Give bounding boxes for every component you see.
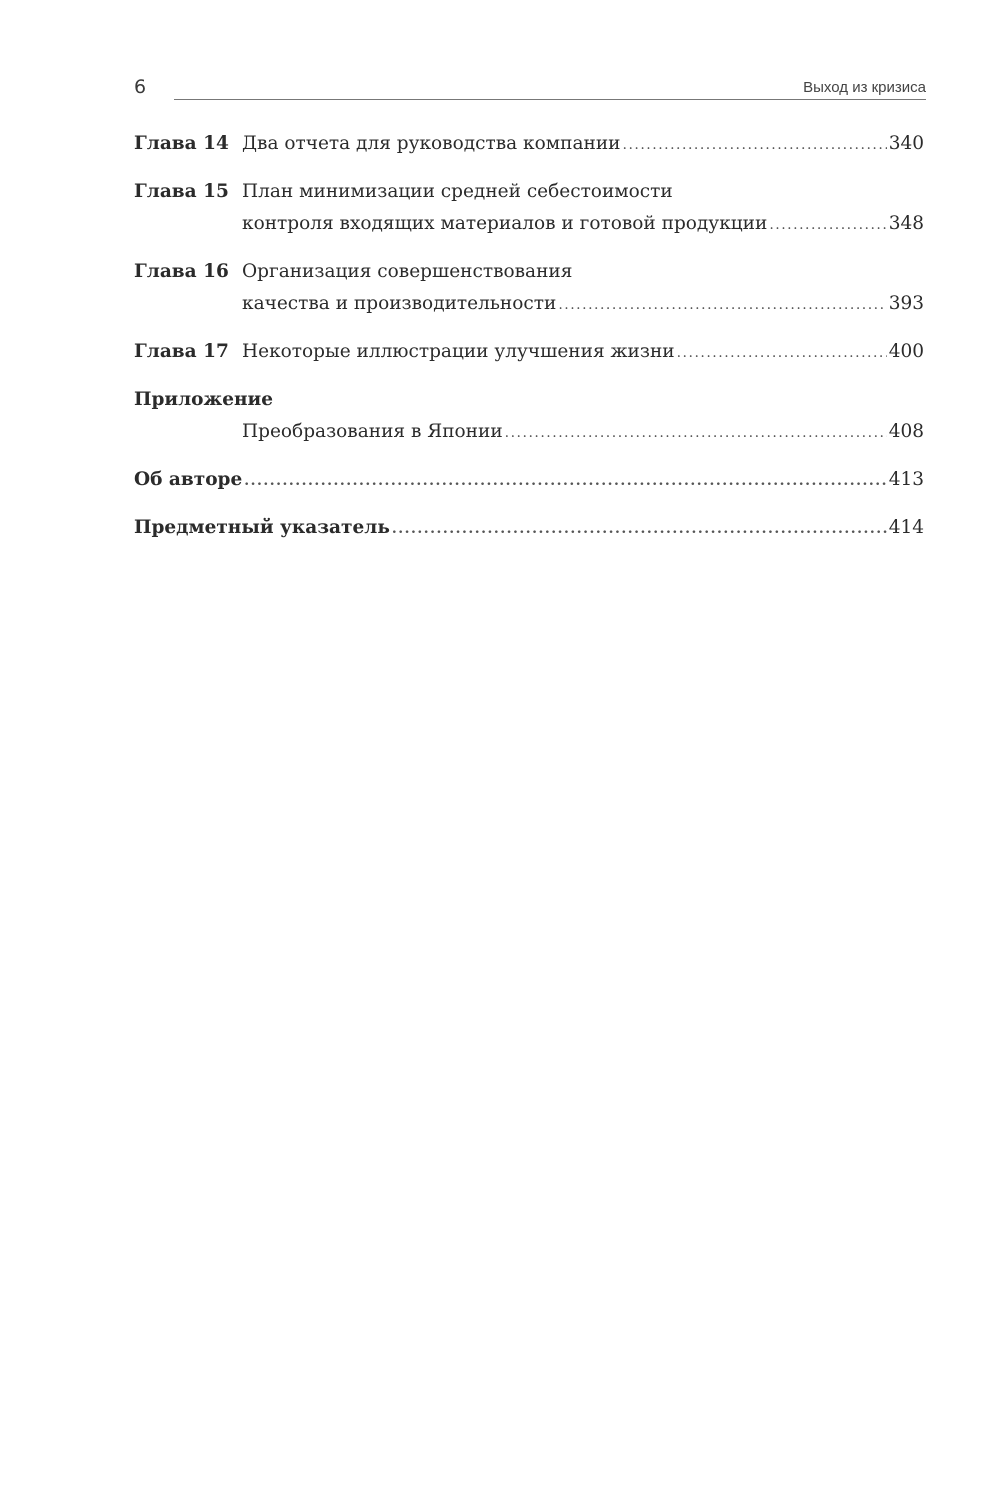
dot-leader: [392, 513, 887, 545]
dot-leader: [505, 417, 887, 449]
dot-leader: [558, 289, 886, 321]
dot-leader: [623, 129, 887, 161]
dot-leader: [677, 337, 887, 369]
appendix-title: Преобразования в Японии: [242, 421, 503, 442]
toc-entry-appendix: [134, 384, 924, 449]
section-label: Приложение: [134, 389, 273, 410]
toc-entry-chapter-15: [134, 176, 924, 241]
chapter-title-line-2: контроля входящих материалов и готовой продукции: [242, 213, 768, 234]
toc-entry-subject-index: [134, 512, 924, 545]
chapter-title: Два отчета для руководства компании: [242, 133, 621, 154]
toc-entry-chapter-17: [134, 336, 924, 369]
toc-entry-chapter-16: [134, 256, 924, 321]
header-rule: [174, 99, 926, 100]
chapter-title: Некоторые иллюстрации улучшения жизни: [242, 341, 675, 362]
running-head: [134, 76, 926, 106]
page-ref: 400: [888, 341, 924, 362]
toc-entry-about-author: [134, 464, 924, 497]
chapter-label: Глава 17: [134, 341, 229, 362]
page-ref: 393: [888, 293, 924, 314]
chapter-label: Глава 15: [134, 181, 229, 202]
table-of-contents: [134, 128, 924, 545]
page-ref: 414: [888, 517, 924, 538]
page-ref: 413: [888, 469, 924, 490]
chapter-title-line-1: План минимизации средней себестоимости: [242, 181, 673, 202]
chapter-title-line-1: Организация совершенствования: [242, 261, 573, 282]
chapter-label: Глава 14: [134, 133, 229, 154]
section-label: Предметный указатель: [134, 517, 390, 538]
page-number: 6: [134, 76, 147, 98]
toc-entry-chapter-14: [134, 128, 924, 161]
running-title: Выход из кризиса: [797, 79, 926, 96]
dot-leader: [244, 465, 886, 497]
chapter-label: Глава 16: [134, 261, 229, 282]
chapter-title-line-2: качества и производительности: [242, 293, 557, 314]
section-label: Об авторе: [134, 469, 243, 490]
page-ref: 408: [888, 421, 924, 442]
dot-leader: [769, 209, 886, 241]
page-ref: 348: [888, 213, 924, 234]
page-ref: 340: [888, 133, 924, 154]
